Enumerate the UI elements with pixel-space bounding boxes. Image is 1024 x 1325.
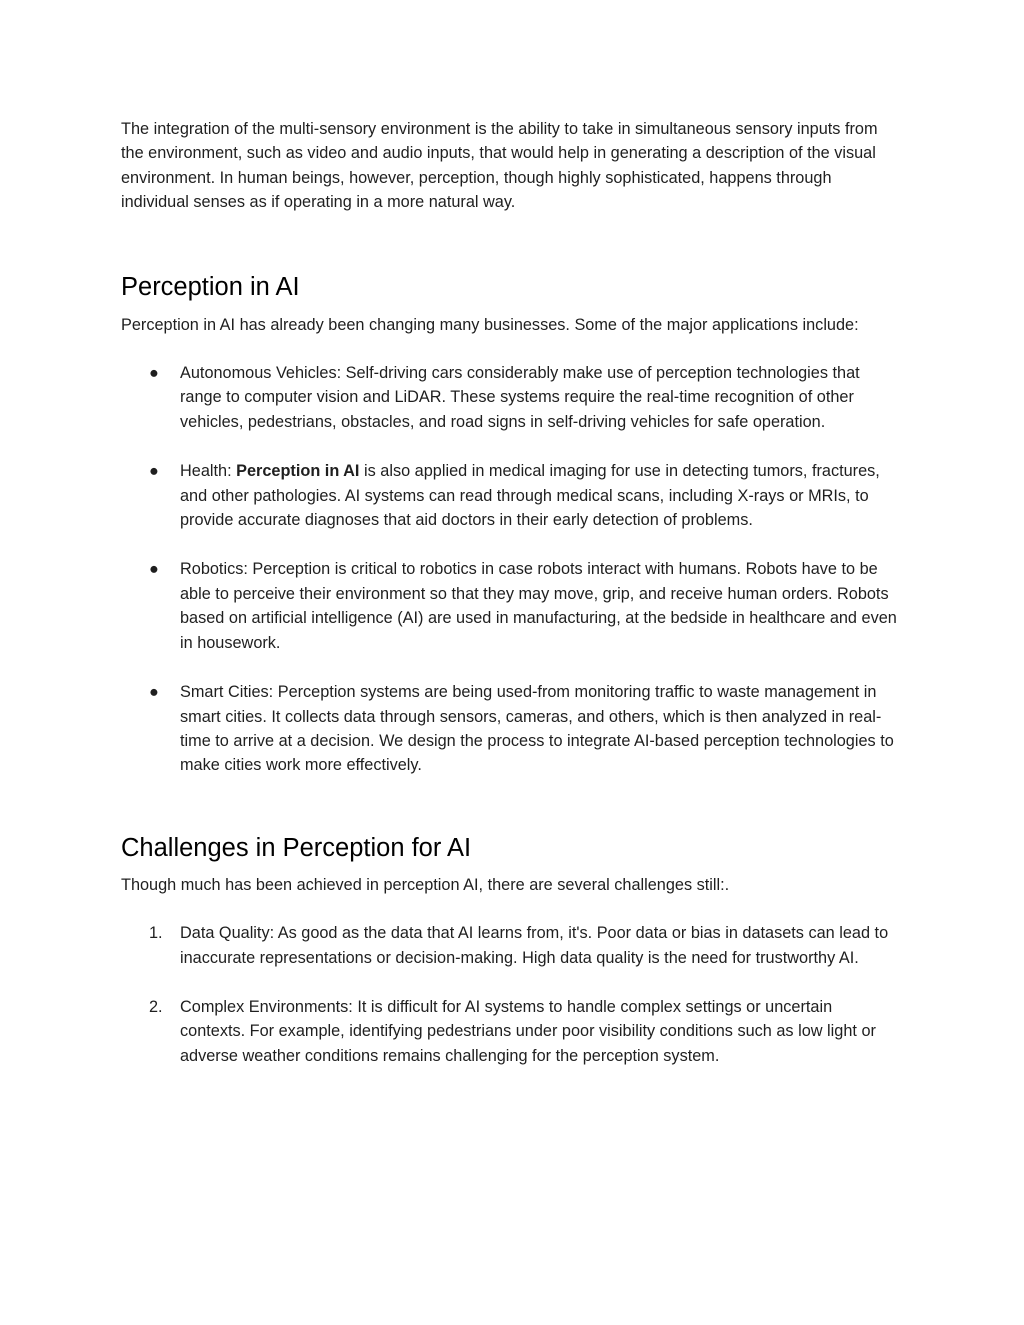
list-item-text: Autonomous Vehicles: Self-driving cars considerably make use of perception technologies that range to computer vision and LiDAR. These systems require the real-time recognition of other vehicles, pedestrians, obstacles, and road signs in self-driving vehicles for safe operation. xyxy=(180,364,860,431)
applications-list xyxy=(121,361,901,778)
perception-lead-paragraph: Perception in AI has already been changing many businesses. Some of the major applications include: xyxy=(121,315,859,334)
list-item-text: Smart Cities: Perception systems are being used-from monitoring traffic to waste management in smart cities. It collects data through sensors, cameras, and others, which is then analyzed in real-time to arrive at a decision. We design the process to integrate AI-based perception technologies to make cities work more effectively. xyxy=(180,683,894,775)
list-number: 2. xyxy=(149,997,163,1016)
list-item-data-quality xyxy=(121,921,901,970)
health-label: Health: xyxy=(180,462,237,481)
list-item-autonomous-vehicles xyxy=(121,361,901,434)
document-page xyxy=(121,117,901,1068)
bullet-icon: ● xyxy=(149,462,159,481)
list-item-health xyxy=(121,459,901,532)
list-item-complex-environments xyxy=(121,995,901,1068)
challenges-lead-paragraph: Though much has been achieved in perception AI, there are several challenges still:. xyxy=(121,875,730,894)
intro-paragraph: The integration of the multi-sensory environment is the ability to take in simultaneous sensory inputs from the environment, such as video and audio inputs, that would help in generating a description of the visual environment. In human beings, however, perception, though highly sophisticated, happens through individual senses as if operating in a more natural way. xyxy=(121,120,878,212)
section-heading-challenges: Challenges in Perception for AI xyxy=(121,833,472,862)
bullet-icon: ● xyxy=(149,683,159,702)
bold-keyword: Perception in AI xyxy=(236,462,360,481)
health-description: is also applied in medical imaging for use in detecting tumors, fractures, and other pathologies. AI systems can read through medical scans, including X-rays or MRIs, to provide accurate diagnoses that aid doctors in their early detection of problems. xyxy=(180,462,880,530)
bullet-icon: ● xyxy=(149,560,159,579)
list-number: 1. xyxy=(149,924,163,943)
list-item-robotics xyxy=(121,557,901,655)
list-item-text: Data Quality: As good as the data that AI learns from, it's. Poor data or bias in datasets can lead to inaccurate representations or decision-making. High data quality is the need for trustworthy AI. xyxy=(180,924,889,967)
list-item-text: Robotics: Perception is critical to robotics in case robots interact with humans. Robots have to be able to perceive their environment so that they may move, grip, and receive human orders. Robots based on artificial intelligence (AI) are used in manufacturing, at the bedside in healthcare and even in housework. xyxy=(180,560,897,652)
list-item-text: Complex Environments: It is difficult for AI systems to handle complex settings or uncertain contexts. For example, identifying pedestrians under poor visibility conditions such as low light or adverse weather conditions remains challenging for the perception system. xyxy=(180,997,876,1065)
bullet-icon: ● xyxy=(149,364,159,383)
list-item-smart-cities xyxy=(121,680,901,778)
section-heading-perception-in-ai: Perception in AI xyxy=(121,272,300,301)
list-item-text xyxy=(180,459,901,532)
challenges-list xyxy=(121,921,901,1068)
